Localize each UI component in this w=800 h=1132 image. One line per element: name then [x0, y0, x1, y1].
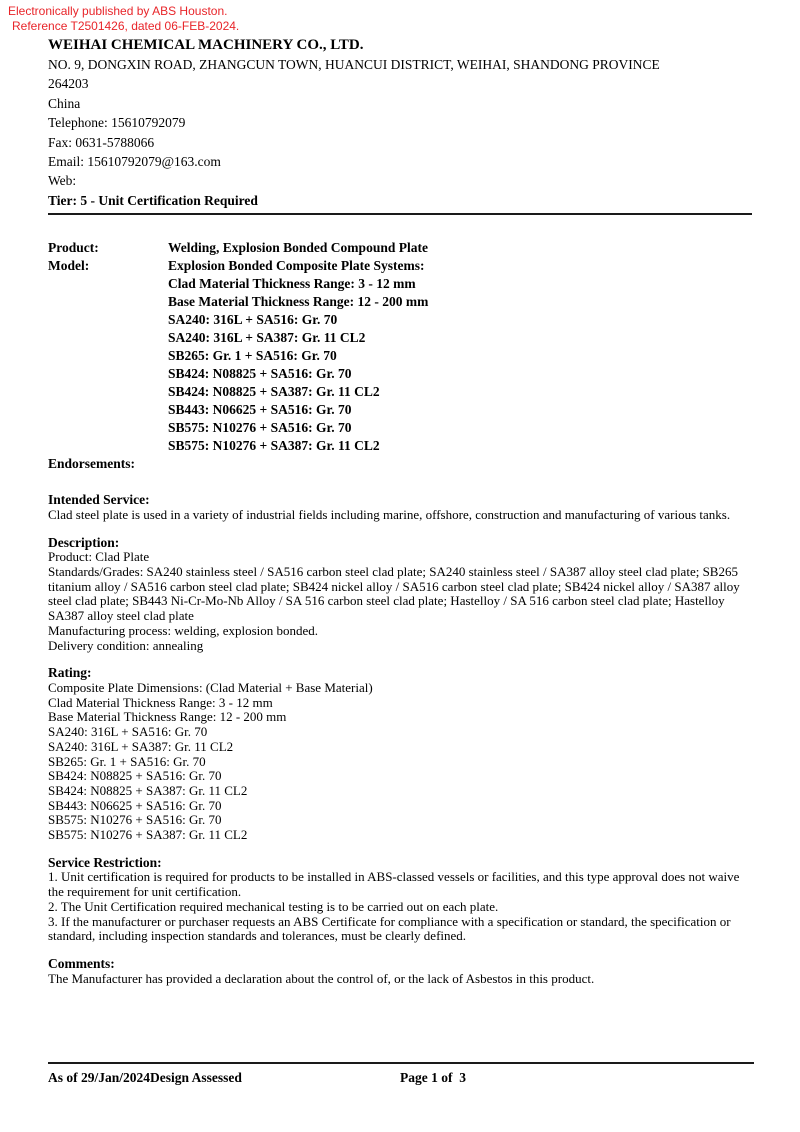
- tier-line: Tier: 5 - Unit Certification Required: [48, 192, 258, 208]
- service-restriction-paragraph: 3. If the manufacturer or purchaser requests an ABS Certificate for compliance with a specification or standard, the specification or standard, including inspection standards and tolerances, must be clearly defined.: [48, 913, 731, 944]
- address-line: Email: 15610792079@163.com: [48, 154, 221, 170]
- rating-paragraph: SB424: N08825 + SA387: Gr. 11 CL2: [48, 782, 248, 798]
- model-row: [48, 383, 752, 401]
- endorsements-label: Endorsements:: [48, 456, 135, 472]
- stamp-line-2: Reference T2501426, dated 06-FEB-2024.: [12, 19, 240, 33]
- model-row: [48, 329, 752, 347]
- company-name: WEIHAI CHEMICAL MACHINERY CO., LTD.: [48, 37, 364, 53]
- rating-paragraph: SB575: N10276 + SA387: Gr. 11 CL2: [48, 827, 248, 843]
- description-paragraph: Standards/Grades: SA240 stainless steel / SA516 carbon steel clad plate; SA240 stainless steel / SA387 alloy steel clad plate; SB265 titanium alloy / SA516 carbon steel clad plate; SB424 nickel alloy / SA516 carbon steel clad plate; SB424 nickel alloy / SA387 alloy steel clad plate; SB443 Ni-Cr-Mo-Nb Alloy / SA 516 carbon steel clad plate; Hastelloy / SA 516 carbon steel clad plate; Hastelloy SA387 alloy steel clad plate: [48, 564, 740, 624]
- model-line: SB443: N06625 + SA516: Gr. 70: [168, 402, 352, 418]
- product-model-block: [48, 239, 752, 455]
- address-line: NO. 9, DONGXIN ROAD, ZHANGCUN TOWN, HUANCUI DISTRICT, WEIHAI, SHANDONG PROVINCE: [48, 57, 660, 72]
- model-line: Base Material Thickness Range: 12 - 200 mm: [168, 294, 429, 310]
- description-paragraph: Delivery condition: annealing: [48, 637, 204, 653]
- model-line: SB424: N08825 + SA516: Gr. 70: [168, 366, 352, 382]
- description-paragraph: Manufacturing process: welding, explosion bonded.: [48, 622, 319, 638]
- stamp-line-1: Electronically published by ABS Houston.: [8, 4, 228, 18]
- rating-paragraph: SB424: N08825 + SA516: Gr. 70: [48, 768, 222, 784]
- model-line: SB424: N08825 + SA387: Gr. 11 CL2: [168, 384, 380, 400]
- header-rule: [48, 213, 752, 215]
- model-line: Explosion Bonded Composite Plate Systems:: [168, 258, 425, 274]
- service-restriction-paragraph: 1. Unit certification is required for products to be installed in ABS-classed vessels or facilities, and this type approval does not waive the requirement for unit certification.: [48, 869, 740, 900]
- rating-paragraph: SA240: 316L + SA516: Gr. 70: [48, 724, 208, 740]
- address-line: China: [48, 95, 81, 111]
- model-row: [48, 275, 752, 293]
- footer-date-status: As of 29/Jan/2024Design Assessed: [48, 1070, 242, 1085]
- intended-service-heading: Intended Service:: [48, 492, 150, 508]
- model-row: [48, 257, 752, 275]
- address-line: Telephone: 15610792079: [48, 115, 186, 131]
- document-content: [0, 36, 800, 986]
- model-line: Clad Material Thickness Range: 3 - 12 mm: [168, 276, 416, 292]
- comments-heading: Comments:: [48, 955, 115, 971]
- model-label: Model:: [48, 258, 90, 274]
- rating-paragraph: Base Material Thickness Range: 12 - 200 mm: [48, 709, 287, 725]
- service-restriction-heading: Service Restriction:: [48, 854, 162, 870]
- rating-paragraph: SB443: N06625 + SA516: Gr. 70: [48, 797, 222, 813]
- footer-rule: [48, 1062, 754, 1064]
- abs-stamp: [8, 4, 239, 34]
- rating-paragraph: Composite Plate Dimensions: (Clad Material + Base Material): [48, 679, 373, 695]
- rating-paragraph: SA240: 316L + SA387: Gr. 11 CL2: [48, 738, 234, 754]
- model-row: [48, 293, 752, 311]
- description-paragraph: Product: Clad Plate: [48, 549, 150, 565]
- rating-paragraph: SB575: N10276 + SA516: Gr. 70: [48, 812, 222, 828]
- rating-paragraph: SB265: Gr. 1 + SA516: Gr. 70: [48, 753, 206, 769]
- model-line: SA240: 316L + SA387: Gr. 11 CL2: [168, 330, 366, 346]
- intended-service-paragraph: Clad steel plate is used in a variety of industrial fields including marine, offshore, construction and manufacturing of various tanks.: [48, 506, 731, 522]
- address-line: Web:: [48, 173, 77, 189]
- model-row: [48, 419, 752, 437]
- rating-paragraph: Clad Material Thickness Range: 3 - 12 mm: [48, 694, 273, 710]
- model-line: SA240: 316L + SA516: Gr. 70: [168, 312, 338, 328]
- service-restriction-paragraph: 2. The Unit Certification required mechanical testing is to be carried out on each plate.: [48, 898, 499, 914]
- model-row: [48, 437, 752, 455]
- model-row: [48, 365, 752, 383]
- address-block: [48, 55, 752, 191]
- product-row: [48, 239, 752, 257]
- model-row: [48, 347, 752, 365]
- model-row: [48, 401, 752, 419]
- description-heading: Description:: [48, 534, 120, 550]
- model-line: SB575: N10276 + SA387: Gr. 11 CL2: [168, 438, 380, 454]
- document-sections: [48, 493, 752, 986]
- product-label: Product:: [48, 240, 99, 256]
- address-line: 264203: [48, 76, 89, 92]
- model-line: SB575: N10276 + SA516: Gr. 70: [168, 420, 352, 436]
- model-row: [48, 311, 752, 329]
- address-line: Fax: 0631-5788066: [48, 134, 155, 150]
- rating-heading: Rating:: [48, 665, 92, 681]
- comments-paragraph: The Manufacturer has provided a declaration about the control of, or the lack of Asbestos in this product.: [48, 970, 595, 986]
- model-line: SB265: Gr. 1 + SA516: Gr. 70: [168, 348, 337, 364]
- footer-page-number: Page 1 of 3: [400, 1070, 466, 1085]
- product-value: Welding, Explosion Bonded Compound Plate: [168, 240, 428, 256]
